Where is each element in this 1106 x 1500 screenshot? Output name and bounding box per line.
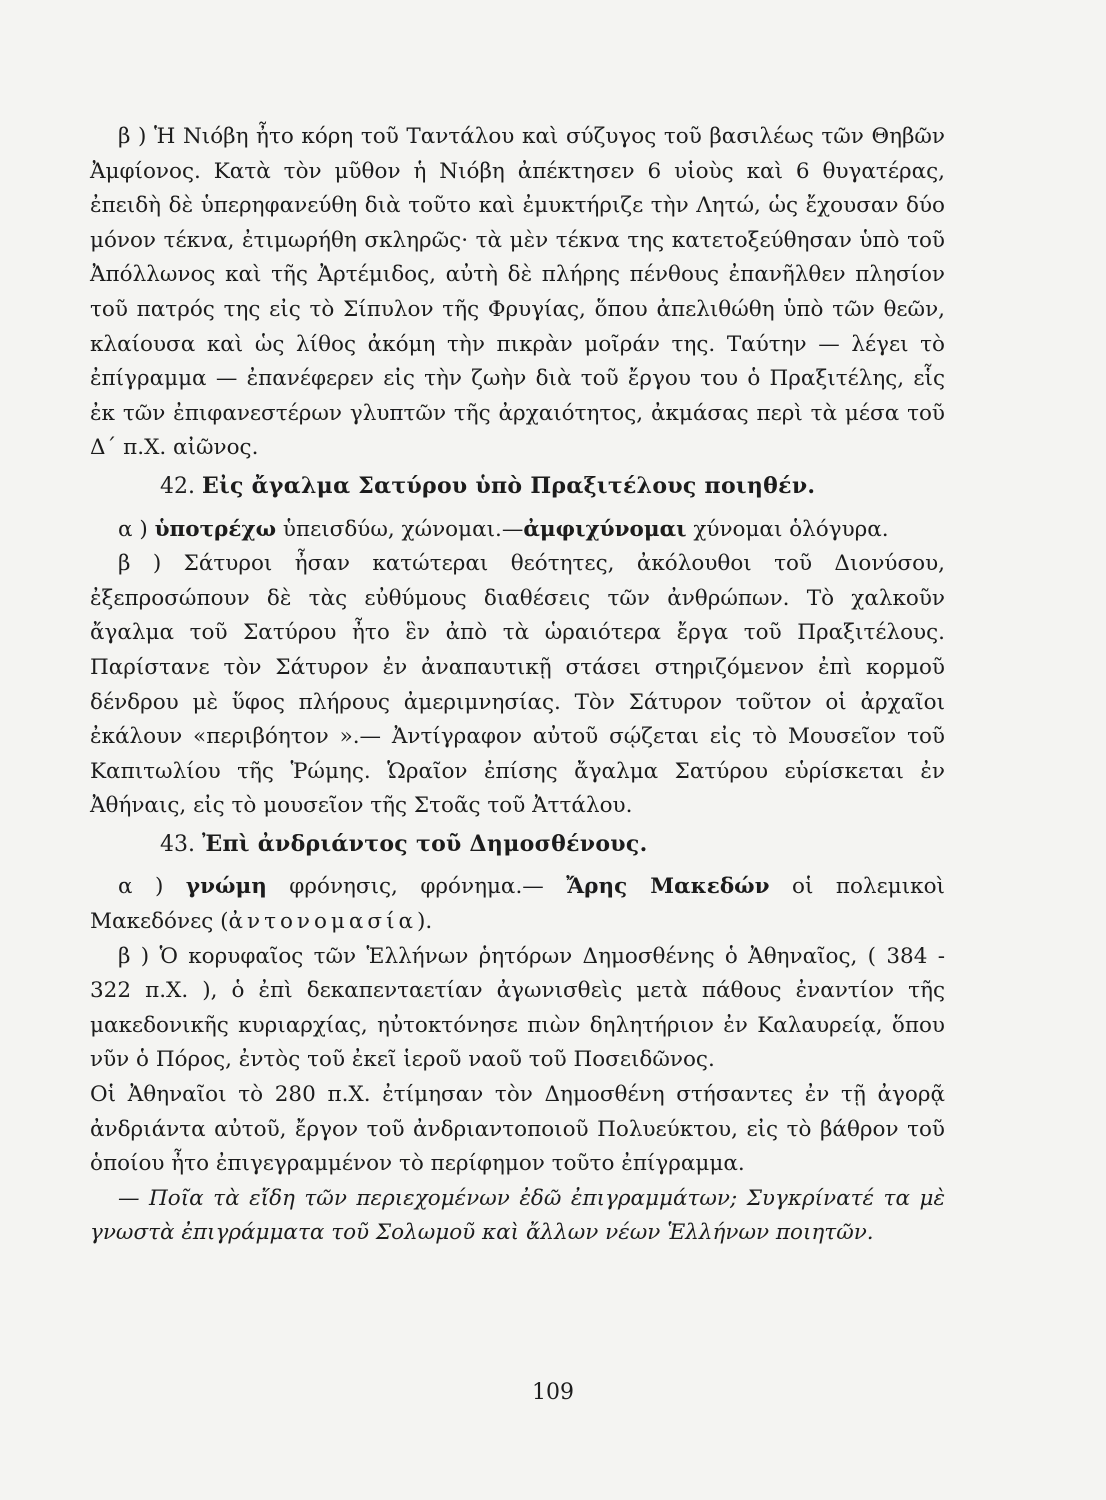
note-42-b xyxy=(90,547,945,824)
glossary-definition: οἱ πολεμικοὶ Μακεδόνες ( xyxy=(90,874,945,935)
note-43-a xyxy=(90,870,945,939)
note-label: β ) xyxy=(118,551,162,577)
section-title: Ἐπὶ ἀνδριάντος τοῦ Δημοσθένους. xyxy=(202,830,648,857)
glossary-term: ἀμφιχύνομαι xyxy=(523,516,687,542)
note-text: Ὁ κορυφαῖος τῶν Ἑλλήνων ῥητόρων Δημοσθένης ὁ Ἀθηναῖος, ( 384 - 322 π.Χ. ), ὁ ἐπὶ δεκαπενταετίαν ἀγωνισθεὶς μετὰ πάθους ἐναντίον τῆς μακεδονικῆς κυριαρχίας, ηὐτοκτόνησε πιὼν δηλητήριον ἐν Καλαυρείᾳ, ὅπου νῦν ὁ Πόρος, ἐντὸς τοῦ ἐκεῖ ἱεροῦ ναοῦ τοῦ Ποσειδῶνος. xyxy=(90,943,945,1073)
section-43-heading xyxy=(90,827,945,863)
glossary-term: Ἄρης Μακεδών xyxy=(566,874,770,900)
section-title: Εἰς ἄγαλμα Σατύρου ὑπὸ Πραξιτέλους ποιηθέν. xyxy=(202,472,816,499)
glossary-term: ὑποτρέχω xyxy=(154,516,277,542)
glossary-definition: ὑπεισδύω, χώνομαι.— xyxy=(276,516,524,542)
note-42-a xyxy=(90,513,945,548)
spaced-term: ἀντονομασία xyxy=(228,909,418,935)
note-43-b-continued xyxy=(90,1078,945,1182)
section-42-heading xyxy=(90,469,945,505)
section-number: 42. xyxy=(160,473,195,499)
note-41-b xyxy=(90,120,945,466)
note-text: Σάτυροι ἦσαν κατώτεραι θεότητες, ἀκόλουθοι τοῦ Διονύσου, ἐξεπροσώπουν δὲ τὰς εὐθύμους διαθέσεις τῶν ἀνθρώπων. Τὸ χαλκοῦν ἄγαλμα τοῦ Σατύρου ἦτο ἓν ἀπὸ τὰ ὡραιότερα ἔργα τοῦ Πραξιτέλους. Παρίστανε τὸν Σάτυρον ἐν ἀναπαυτικῇ στάσει στηριζόμενον ἐπὶ κορμοῦ δένδρου μὲ ὕφος πλήρους ἀμεριμνησίας. Τὸν Σάτυρον τοῦτον οἱ ἀρχαῖοι ἐκάλουν «περιβόητον ».— Ἀντίγραφον αὐτοῦ σῴζεται εἰς τὸ Μουσεῖον τοῦ Καπιτωλίου τῆς Ῥώμης. Ὡραῖον ἐπίσης ἄγαλμα Σατύρου εὑρίσκεται ἐν Ἀθήναις, εἰς τὸ μουσεῖον τῆς Στοᾶς τοῦ Ἀττάλου. xyxy=(90,551,945,819)
note-label: β ) xyxy=(118,124,147,149)
page-text xyxy=(90,120,945,1251)
note-text: Ἡ Νιόβη ἦτο κόρη τοῦ Ταντάλου καὶ σύζυγος τοῦ βασιλέως τῶν Θηβῶν Ἀμφίονος. Κατὰ τὸν μῦθον ἡ Νιόβη ἀπέκτησεν 6 υἱοὺς καὶ 6 θυγατέρας, ἐπειδὴ δὲ ὑπερηφανεύθη διὰ τοῦτο καὶ ἐμυκτήριζε τὴν Λητώ, ὡς ἔχουσαν δύο μόνον τέκνα, ἐτιμωρήθη σκληρῶς· τὰ μὲν τέκνα της κατετοξεύθησαν ὑπὸ τοῦ Ἀπόλλωνος καὶ τῆς Ἀρτέμιδος, αὐτὴ δὲ πλήρης πένθους ἐπανῆλθεν πλησίον τοῦ πατρός της εἰς τὸ Σίπυλον τῆς Φρυγίας, ὅπου ἀπελιθώθη ὑπὸ τῶν θεῶν, κλαίουσα καὶ ὡς λίθος ἀκόμη τὴν πικρὰν μοῖράν της. Ταύτην — λέγει τὸ ἐπίγραμμα — ἐπανέφερεν εἰς τὴν ζωὴν διὰ τοῦ ἔργου του ὁ Πραξιτέλης, εἷς ἐκ τῶν ἐπιφανεστέρων γλυπτῶν τῆς ἀρχαιότητος, ἀκμάσας περὶ τὰ μέσα τοῦ Δ΄ π.Χ. αἰῶνος. xyxy=(90,124,945,461)
note-text: Οἱ Ἀθηναῖοι τὸ 280 π.Χ. ἐτίμησαν τὸν Δημοσθένη στήσαντες ἐν τῇ ἀγορᾷ ἀνδριάντα αὐτοῦ, ἔργον τοῦ ἀνδριαντοποιοῦ Πολυεύκτου, εἰς τὸ βάθρον τοῦ ὁποίου ἦτο ἐπιγεγραμμένον τὸ περίφημον τοῦτο ἐπίγραμμα. xyxy=(90,1082,945,1177)
closing-paren: ). xyxy=(417,909,433,935)
section-number: 43. xyxy=(160,831,195,857)
note-label: α ) xyxy=(118,874,164,900)
glossary-term: γνώμη xyxy=(185,874,267,900)
page-number: 109 xyxy=(532,1380,574,1405)
study-question: — Ποῖα τὰ εἴδη τῶν περιεχομένων ἐδῶ ἐπιγραμμάτων; Συγκρίνατέ τα μὲ γνωστὰ ἐπιγράμματα τοῦ Σολωμοῦ καὶ ἄλλων νέων Ἑλλήνων ποιητῶν. xyxy=(90,1185,945,1246)
note-label: β ) xyxy=(118,943,150,969)
glossary-definition: φρόνησις, φρόνημα.— xyxy=(266,874,567,900)
glossary-definition: χύνομαι ὁλόγυρα. xyxy=(686,516,889,542)
note-label: α ) xyxy=(118,516,148,542)
note-43-b xyxy=(90,940,945,1078)
